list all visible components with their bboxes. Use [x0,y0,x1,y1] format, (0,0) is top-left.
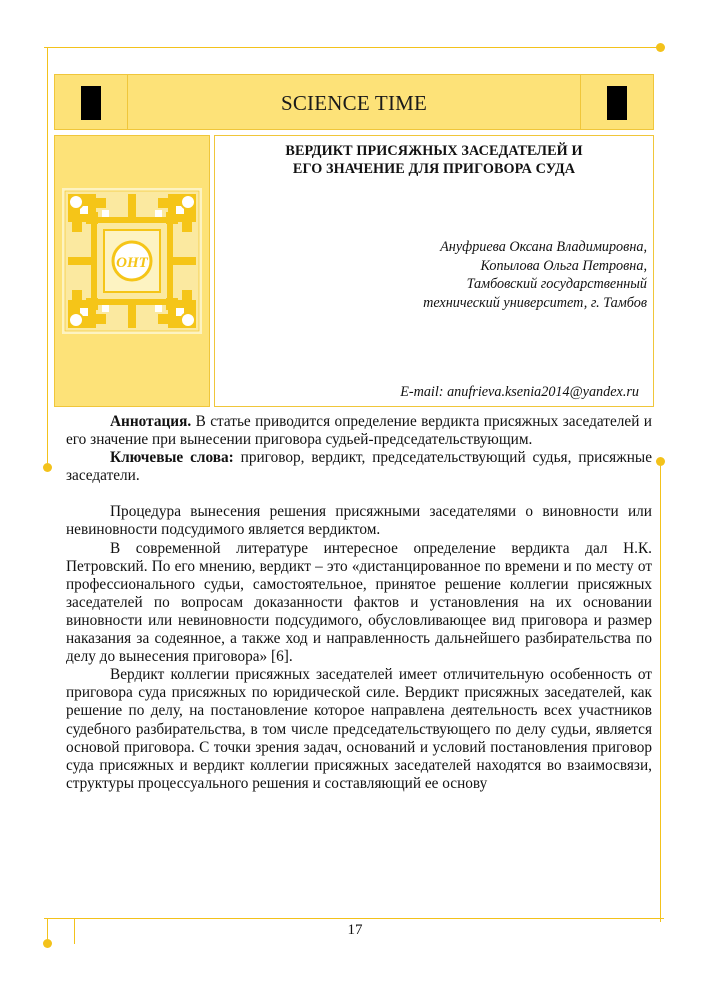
frame-left-top-line [47,47,48,467]
keywords-text: приговор, вердикт, председательствующий судья, присяжные заседатели. [66,449,652,485]
article-body [66,413,652,793]
page-number: 17 [347,922,363,938]
author-line: Тамбовский государственный [466,276,647,292]
author-line: технический университет, г. Тамбов [423,294,647,311]
keywords-label: Ключевые слова: [110,449,234,467]
article-title [215,142,653,178]
header-left-cell [55,75,128,129]
frame-top-line [44,47,664,48]
article-title-line2: ЕГО ЗНАЧЕНИЕ ДЛЯ ПРИГОВОРА СУДА [292,161,576,177]
journal-title: SCIENCE TIME [280,91,428,115]
frame-right-line [660,462,661,922]
logo-panel [54,135,210,407]
header-right-cell [580,75,653,129]
author-line: Ануфриева Оксана Владимировна, [440,239,647,255]
frame-dot-right [656,457,665,466]
body-paragraph: Процедура вынесения решения присяжными заседателями о виновности или невиновности подсудимого является вердиктом. [66,503,652,539]
article-info-box [214,135,654,407]
journal-header [54,74,654,130]
author-block [423,238,647,312]
author-email: E-mail: anufrieva.ksenia2014@yandex.ru [400,384,639,400]
frame-dot-top-right [656,43,665,52]
header-right-block [607,86,627,120]
abstract-paragraph [66,413,652,449]
author-line: Копылова Ольга Петровна, [480,257,647,274]
abstract-text: В статье приводится определение вердикта присяжных заседателей и его значение при вынесении приговора судьей-председательствующим. [66,413,652,449]
body-paragraph: В современной литературе интересное определение вердикта дал Н.К. Петровский. По его мнению, вердикт – это «дистанцированное по времени и по месту от профессионального судьи, самостоятельное, принятое решение коллегии присяжных заседателей по вопросам доказанности фактов и установления на их основании виновности или невиновности подсудимого, обусловливающее вид приговора и размер наказания за содеянное, а также ход и направленность дальнейшего разбирательства по делу до вынесения приговора» [6]. [66,539,652,666]
footer-divider [74,918,75,944]
keywords-paragraph [66,449,652,485]
logo-text: ОНТ [116,255,148,271]
body-paragraph: Вердикт коллегии присяжных заседателей имеет отличительную особенность от приговора суда присяжных по юридической силе. Вердикт присяжных заседателей, как решение по делу, на постановление которое направлена деятельность всех участников судебного разбирательства, в том числе председательствующего по делу судьи, является основой приговора. С точки зрения задач, оснований и условий постановления приговор суда присяжных и вердикт коллегии присяжных заседателей находятся во взаимосвязи, структуры процессуального решения и составляющий ее основу [66,666,652,792]
abstract-label: Аннотация. [110,413,192,430]
header-left-block [81,86,101,120]
frame-dot-bottom-left [43,939,52,948]
article-title-line1: ВЕРДИКТ ПРИСЯЖНЫХ ЗАСЕДАТЕЛЕЙ И [285,143,583,159]
journal-logo-icon [62,188,202,334]
frame-dot-left [43,463,52,472]
frame-bottom-line [44,918,664,919]
